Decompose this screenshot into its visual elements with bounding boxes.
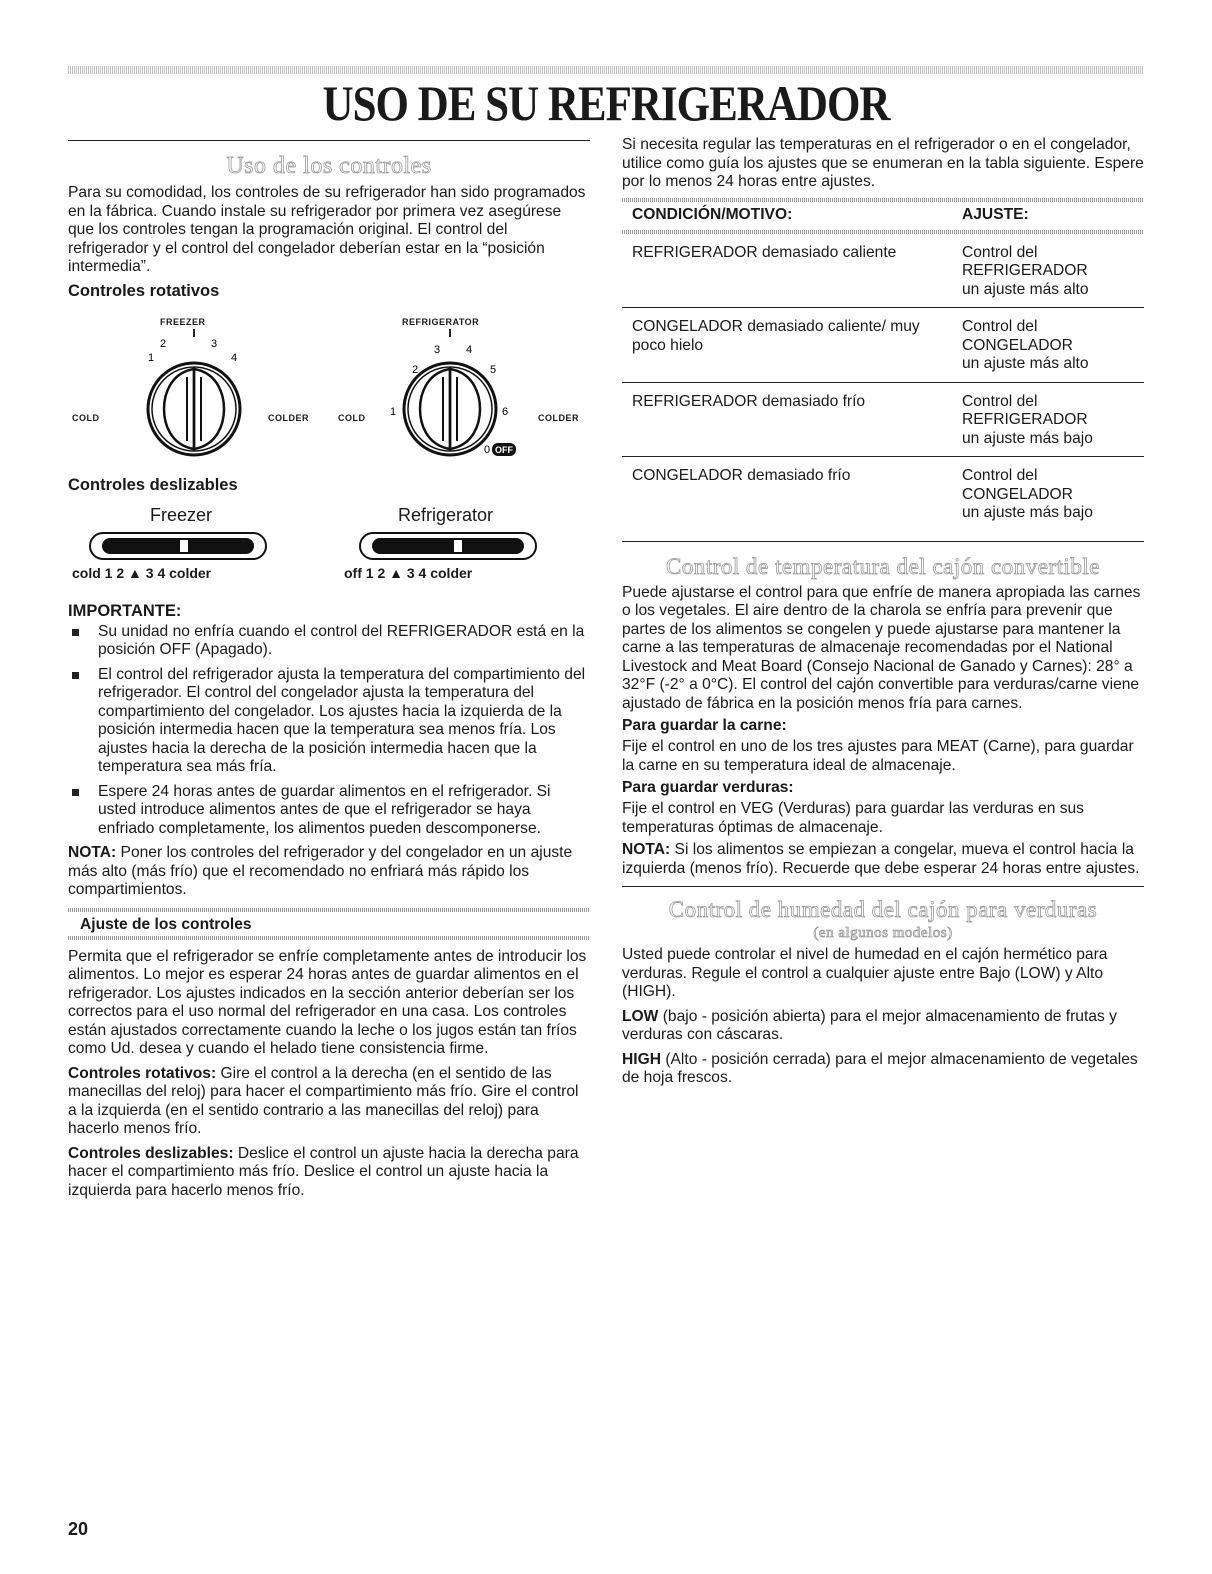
- section-heading-humedad: Control de humedad del cajón para verduras: [668, 897, 1098, 922]
- nota-label: NOTA:: [622, 841, 671, 858]
- nota-label: NOTA:: [68, 844, 117, 861]
- rotativos-label: Controles rotativos:: [68, 1064, 217, 1082]
- nota-paragraph: [68, 844, 590, 900]
- slider-freezer-label: Freezer: [150, 504, 213, 525]
- slider-controls-diagram: [68, 505, 590, 585]
- section-heading-controles: Uso de los controles: [226, 153, 432, 179]
- knob-number: 3: [434, 343, 441, 356]
- slider-fridge-label: Refrigerator: [398, 504, 494, 525]
- high-paragraph: [622, 1051, 1144, 1088]
- important-heading: IMPORTANTE:: [68, 601, 182, 620]
- knob-fridge-cold: COLD: [338, 412, 366, 423]
- slider-fridge-scale: off 1 2 ▲ 3 4 colder: [344, 564, 473, 581]
- high-label: HIGH: [622, 1050, 661, 1068]
- page-title: USO DE SU REFRIGERADOR: [322, 77, 890, 132]
- deslizables-label: Controles deslizables:: [68, 1144, 234, 1162]
- nota-text: Si los alimentos se empiezan a congelar, mueva el control hacia la izquierda (menos frío). Recuerde que debe esperar 24 horas entre ajustes.: [622, 841, 1140, 877]
- table-intro: Si necesita regular las temperaturas en el refrigerador o en el congelador, utilice como guía los ajustes que se enumeran en la tabla siguiente. Espere por lo menos 24 horas entre ajustes.: [622, 136, 1144, 190]
- carne-heading: Para guardar la carne:: [622, 717, 787, 734]
- table-cell-adjustment: Control del REFRIGERADOR un ajuste más bajo: [952, 382, 1144, 457]
- knob-fridge-colder: COLDER: [538, 412, 579, 423]
- right-column: [622, 136, 1144, 1088]
- low-paragraph: [622, 1008, 1144, 1045]
- freezer-slider-icon: [88, 529, 268, 565]
- refrigerator-slider-icon: [358, 529, 538, 565]
- knob-number: 3: [211, 337, 218, 350]
- low-text: (bajo - posición abierta) para el mejor almacenamiento de frutas y verduras con cáscaras.: [622, 1007, 1117, 1043]
- knob-number: 4: [231, 351, 238, 364]
- section-heading-cajon: Control de temperatura del cajón convertible: [666, 553, 1100, 579]
- knob-freezer-colder: COLDER: [268, 412, 309, 423]
- ajuste-paragraph: Permita que el refrigerador se enfríe completamente antes de introducir los alimentos. Lo mejor es esperar 24 horas antes de guardar alimentos en el refrigerador. Los ajustes indicados en la sección anterior deberían ser los correctos para el uso normal del refrigerador en una casa. Los controles están ajustados correctamente cuando la leche o los jugos están tan fríos como Ud. desea y cuando el helado tiene consistencia firme.: [68, 947, 587, 1057]
- low-label: LOW: [622, 1007, 659, 1025]
- dotted-rule: [68, 936, 590, 940]
- deslizables-paragraph: [68, 1145, 590, 1201]
- table-cell-condition: REFRIGERADOR demasiado frío: [622, 382, 952, 457]
- rotativos-text: Gire el control a la derecha (en el sentido de las manecillas del reloj) para hacer el compartimiento más frío. Gire el control a la izquierda (en el sentido contrario a las manecillas del reloj) para hacerlo menos frío.: [68, 1064, 579, 1137]
- intro-paragraph: Para su comodidad, los controles de su refrigerador han sido programados en la fábrica. Cuando instale su refrigerador por primera vez asegúrese que los controles tengan la programación original. El control del refrigerador y el control del congelador deberían estar en la “posición intermedia”.: [68, 184, 586, 275]
- knob-number: 1: [148, 351, 155, 364]
- knob-number: 6: [502, 405, 509, 418]
- important-list: [68, 623, 590, 839]
- table-row: [622, 382, 1144, 457]
- page-number: 20: [68, 1519, 89, 1539]
- list-item: El control del refrigerador ajusta la temperatura del compartimiento del refrigerador. El control del congelador ajusta la temperatura del compartimiento del congelador. Los ajustes hacia la izquierda de la posición intermedia hacen que la temperatura sea menos fría. Los ajustes hacia la derecha de la posición intermedia hacen que la temperatura sea más fría.: [68, 666, 590, 777]
- adjustment-table: [622, 202, 1144, 542]
- table-cell-condition: REFRIGERADOR demasiado caliente: [622, 234, 952, 308]
- table-cell-adjustment: Control del CONGELADOR un ajuste más bajo: [952, 457, 1144, 542]
- table-cell-condition: CONGELADOR demasiado caliente/ muy poco hielo: [622, 308, 952, 383]
- knob-freezer-cold: COLD: [72, 412, 100, 423]
- left-column: [68, 140, 590, 1200]
- dotted-rule: [68, 908, 590, 912]
- deslizables-text: Deslice el control un ajuste hacia la derecha para hacer el compartimiento más frío. Deslice el control un ajuste hacia la izquierda para hacerlo menos frío.: [68, 1144, 579, 1199]
- high-text: (Alto - posición cerrada) para el mejor almacenamiento de vegetales de hoja frescos.: [622, 1050, 1138, 1086]
- verduras-paragraph: Fije el control en VEG (Verduras) para guardar las verduras en sus temperaturas óptimas de almacenaje.: [622, 800, 1084, 836]
- table-header: AJUSTE:: [962, 205, 1029, 223]
- rotary-knobs-diagram: [68, 305, 590, 465]
- nota-right-paragraph: [622, 841, 1144, 878]
- section-subheading-modelos: (en algunos modelos): [813, 925, 953, 941]
- list-item: Su unidad no enfría cuando el control del REFRIGERADOR está en la posición OFF (Apagado).: [68, 623, 590, 660]
- slider-freezer-scale: cold 1 2 ▲ 3 4 colder: [72, 564, 212, 581]
- knob-number: 5: [490, 363, 497, 376]
- table-cell-adjustment: Control del REFRIGERADOR un ajuste más alto: [952, 234, 1144, 308]
- knob-off-label: OFF: [495, 444, 513, 455]
- knob-number: 2: [160, 337, 167, 350]
- humedad-paragraph: Usted puede controlar el nivel de humedad en el cajón hermético para verduras. Regule el control a cualquier ajuste entre Bajo (LOW) y Alto (HIGH).: [622, 946, 1108, 1000]
- carne-paragraph: Fije el control en uno de los tres ajustes para MEAT (Carne), para guardar la carne en su temperatura ideal de almacenaje.: [622, 738, 1134, 774]
- refrigerator-knob-dial: [386, 325, 516, 465]
- table-row: [622, 308, 1144, 383]
- table-row: [622, 234, 1144, 308]
- knob-number: 2: [412, 363, 419, 376]
- table-cell-adjustment: Control del CONGELADOR un ajuste más alto: [952, 308, 1144, 383]
- knob-freezer-label: FREEZER: [160, 316, 206, 327]
- table-header: CONDICIÓN/MOTIVO:: [632, 205, 793, 223]
- knob-number: 0: [484, 443, 491, 456]
- knob-number: 4: [466, 343, 473, 356]
- knob-number: 1: [390, 405, 397, 418]
- verduras-heading: Para guardar verduras:: [622, 779, 794, 796]
- rotativos-paragraph: [68, 1065, 590, 1139]
- top-dotted-rule: [68, 66, 1144, 74]
- ajuste-heading: Ajuste de los controles: [80, 915, 252, 933]
- rotary-heading: Controles rotativos: [68, 281, 220, 300]
- table-header-row: [622, 202, 1144, 230]
- freezer-knob-dial: [134, 325, 254, 465]
- section-rule: [622, 886, 1144, 887]
- cajon-paragraph: Puede ajustarse el control para que enfríe de manera apropiada las carnes o los vegetales. El aire dentro de la charola se enfría para prevenir que partes de los alimentos se congelen y puede ajustarse para mantener la carne a las temperaturas de almacenaje recomendadas por el National Livestock and Meat Board (Consejo Nacional de Ganado y Carnes): 28° a 32°F (-2° a 0°C). El control del cajón convertible para verduras/carne viene ajustado de fábrica en la posición menos fría para carnes.: [622, 583, 1141, 712]
- table-row: [622, 457, 1144, 542]
- table-cell-condition: CONGELADOR demasiado frío: [622, 457, 952, 542]
- section-rule: [68, 140, 590, 141]
- nota-text: Poner los controles del refrigerador y del congelador en un ajuste más alto (más frío) que el recomendado no enfriará más rápido los compartimientos.: [68, 844, 573, 898]
- knob-fridge-label: REFRIGERATOR: [402, 316, 480, 327]
- slider-heading: Controles deslizables: [68, 475, 238, 494]
- list-item: Espere 24 horas antes de guardar alimentos en el refrigerador. Si usted introduce alimentos antes de que el refrigerador se haya enfriado completamente, los alimentos pueden descomponerse.: [68, 783, 590, 839]
